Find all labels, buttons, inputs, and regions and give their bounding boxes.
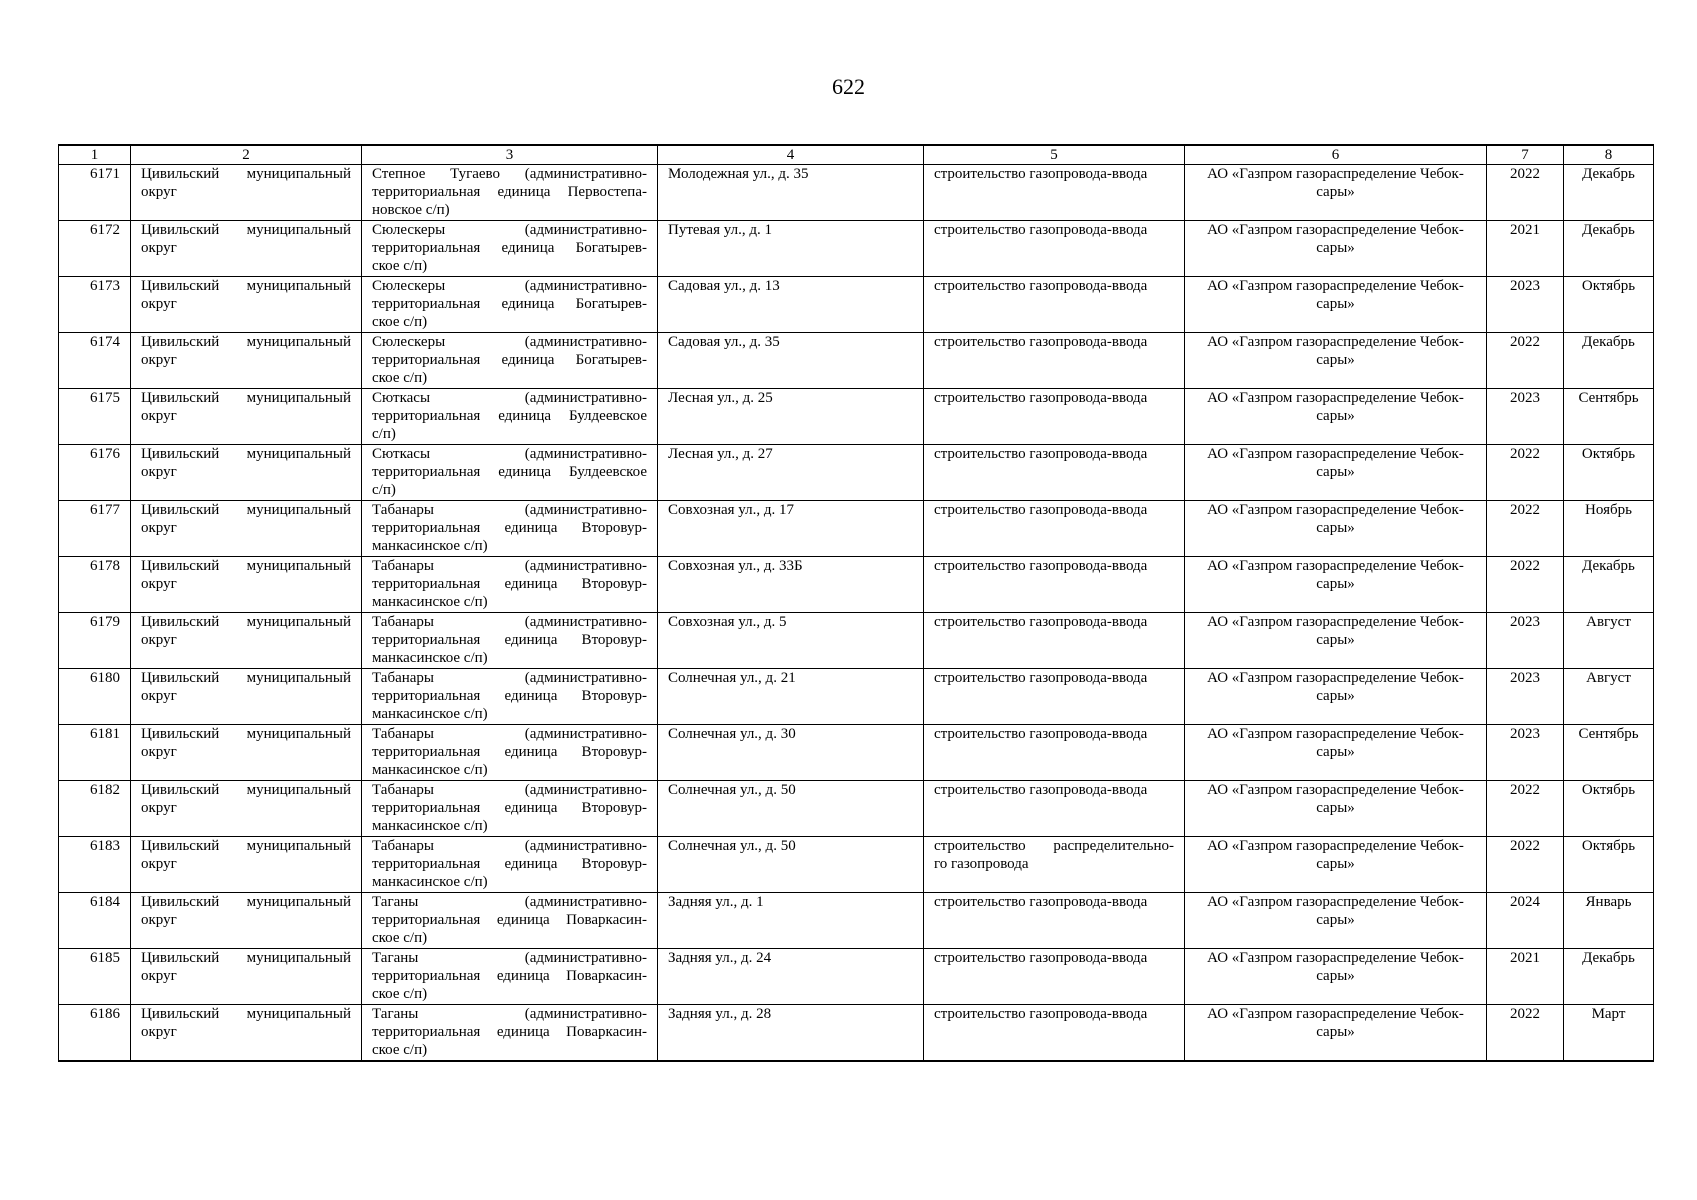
column-header: 1 — [59, 145, 131, 165]
row-number-cell: 6180 — [59, 669, 131, 725]
cell-line: манкасинское с/п) — [372, 706, 488, 722]
cell-line: Табанары (административно- — [372, 782, 647, 798]
cell-line: АО «Газпром газораспределение Чебок- — [1207, 726, 1464, 742]
cell-line: сары» — [1316, 296, 1355, 312]
month-cell: Октябрь — [1564, 277, 1654, 333]
district-cell — [131, 669, 362, 725]
cell-line: территориальная единица Второвур- — [372, 856, 647, 872]
table-row — [59, 557, 1654, 613]
cell-line: округ — [141, 968, 177, 984]
cell-line: территориальная единица Поваркасин- — [372, 912, 647, 928]
cell-line: АО «Газпром газораспределение Чебок- — [1207, 894, 1464, 910]
row-number-cell: 6184 — [59, 893, 131, 949]
cell-line: сары» — [1316, 688, 1355, 704]
cell-line: АО «Газпром газораспределение Чебок- — [1207, 278, 1464, 294]
cell-line: округ — [141, 352, 177, 368]
cell-line: территориальная единица Второвур- — [372, 688, 647, 704]
cell-line: округ — [141, 688, 177, 704]
address-cell: Совхозная ул., д. 17 — [658, 501, 924, 557]
organization-cell — [1185, 221, 1487, 277]
column-header: 5 — [924, 145, 1185, 165]
cell-line: АО «Газпром газораспределение Чебок- — [1207, 950, 1464, 966]
work-type-cell — [924, 613, 1185, 669]
settlement-cell — [362, 165, 658, 221]
cell-line: строительство газопровода-ввода — [934, 670, 1148, 686]
year-cell: 2023 — [1487, 669, 1564, 725]
cell-line: территориальная единица Второвур- — [372, 520, 647, 536]
organization-cell — [1185, 613, 1487, 669]
cell-line: сары» — [1316, 912, 1355, 928]
settlement-cell — [362, 781, 658, 837]
table-row — [59, 445, 1654, 501]
district-cell — [131, 1005, 362, 1062]
settlement-cell — [362, 837, 658, 893]
address-cell: Совхозная ул., д. 5 — [658, 613, 924, 669]
month-cell: Декабрь — [1564, 557, 1654, 613]
settlement-cell — [362, 613, 658, 669]
cell-line: округ — [141, 520, 177, 536]
address-cell: Солнечная ул., д. 21 — [658, 669, 924, 725]
table-row — [59, 837, 1654, 893]
row-number-cell: 6183 — [59, 837, 131, 893]
organization-cell — [1185, 277, 1487, 333]
organization-cell — [1185, 333, 1487, 389]
cell-line: округ — [141, 744, 177, 760]
cell-line: территориальная единица Второвур- — [372, 800, 647, 816]
organization-cell — [1185, 725, 1487, 781]
district-cell — [131, 389, 362, 445]
month-cell: Ноябрь — [1564, 501, 1654, 557]
row-number-cell: 6186 — [59, 1005, 131, 1062]
cell-line: строительство газопровода-ввода — [934, 446, 1148, 462]
year-cell: 2022 — [1487, 165, 1564, 221]
cell-line: округ — [141, 1024, 177, 1040]
cell-line: ское с/п) — [372, 370, 428, 386]
organization-cell — [1185, 165, 1487, 221]
table-row — [59, 781, 1654, 837]
organization-cell — [1185, 893, 1487, 949]
page-number: 622 — [832, 74, 865, 99]
year-cell: 2023 — [1487, 613, 1564, 669]
cell-line: Табанары (административно- — [372, 502, 647, 518]
address-cell: Солнечная ул., д. 50 — [658, 781, 924, 837]
month-cell: Октябрь — [1564, 781, 1654, 837]
table-row — [59, 389, 1654, 445]
cell-line: строительство распределительно- — [934, 838, 1174, 854]
organization-cell — [1185, 1005, 1487, 1062]
cell-line: сары» — [1316, 632, 1355, 648]
row-number-cell: 6177 — [59, 501, 131, 557]
column-header: 3 — [362, 145, 658, 165]
cell-line: территориальная единица Первостепа- — [372, 184, 647, 200]
organization-cell — [1185, 781, 1487, 837]
cell-line: Цивильский муниципальный — [141, 278, 351, 294]
settlement-cell — [362, 389, 658, 445]
cell-line: округ — [141, 800, 177, 816]
cell-line: Табанары (административно- — [372, 614, 647, 630]
cell-line: АО «Газпром газораспределение Чебок- — [1207, 838, 1464, 854]
settlement-cell — [362, 277, 658, 333]
cell-line: АО «Газпром газораспределение Чебок- — [1207, 446, 1464, 462]
address-cell: Садовая ул., д. 35 — [658, 333, 924, 389]
address-cell: Лесная ул., д. 27 — [658, 445, 924, 501]
cell-line: сары» — [1316, 856, 1355, 872]
cell-line: округ — [141, 464, 177, 480]
cell-line: манкасинское с/п) — [372, 650, 488, 666]
cell-line: сары» — [1316, 464, 1355, 480]
row-number-cell: 6175 — [59, 389, 131, 445]
year-cell: 2022 — [1487, 1005, 1564, 1062]
cell-line: строительство газопровода-ввода — [934, 950, 1148, 966]
cell-line: Цивильский муниципальный — [141, 390, 351, 406]
year-cell: 2022 — [1487, 557, 1564, 613]
row-number-cell: 6182 — [59, 781, 131, 837]
cell-line: строительство газопровода-ввода — [934, 782, 1148, 798]
cell-line: строительство газопровода-ввода — [934, 222, 1148, 238]
address-cell: Задняя ул., д. 24 — [658, 949, 924, 1005]
year-cell: 2022 — [1487, 445, 1564, 501]
cell-line: сары» — [1316, 240, 1355, 256]
row-number-cell: 6178 — [59, 557, 131, 613]
organization-cell — [1185, 949, 1487, 1005]
cell-line: Цивильский муниципальный — [141, 614, 351, 630]
column-header: 4 — [658, 145, 924, 165]
cell-line: Цивильский муниципальный — [141, 838, 351, 854]
cell-line: территориальная единица Булдеевское — [372, 464, 647, 480]
cell-line: Таганы (административно- — [372, 950, 647, 966]
work-type-cell — [924, 557, 1185, 613]
cell-line: округ — [141, 296, 177, 312]
cell-line: территориальная единица Поваркасин- — [372, 968, 647, 984]
table-row — [59, 501, 1654, 557]
cell-line: Сюткасы (административно- — [372, 446, 647, 462]
organization-cell — [1185, 501, 1487, 557]
cell-line: Сюлескеры (административно- — [372, 222, 647, 238]
row-number-cell: 6171 — [59, 165, 131, 221]
work-type-cell — [924, 165, 1185, 221]
cell-line: Цивильский муниципальный — [141, 166, 351, 182]
month-cell: Август — [1564, 669, 1654, 725]
district-cell — [131, 781, 362, 837]
cell-line: Цивильский муниципальный — [141, 726, 351, 742]
table-row — [59, 893, 1654, 949]
address-cell: Молодежная ул., д. 35 — [658, 165, 924, 221]
cell-line: территориальная единица Поваркасин- — [372, 1024, 647, 1040]
year-cell: 2021 — [1487, 949, 1564, 1005]
cell-line: ское с/п) — [372, 1042, 428, 1058]
cell-line: АО «Газпром газораспределение Чебок- — [1207, 390, 1464, 406]
work-type-cell — [924, 781, 1185, 837]
address-cell: Совхозная ул., д. 33Б — [658, 557, 924, 613]
month-cell: Октябрь — [1564, 837, 1654, 893]
settlement-cell — [362, 501, 658, 557]
settlement-cell — [362, 221, 658, 277]
settlement-cell — [362, 557, 658, 613]
work-type-cell — [924, 893, 1185, 949]
district-cell — [131, 165, 362, 221]
cell-line: Цивильский муниципальный — [141, 446, 351, 462]
cell-line: округ — [141, 576, 177, 592]
month-cell: Декабрь — [1564, 333, 1654, 389]
cell-line: сары» — [1316, 408, 1355, 424]
cell-line: округ — [141, 240, 177, 256]
cell-line: Сюлескеры (административно- — [372, 334, 647, 350]
cell-line: строительство газопровода-ввода — [934, 502, 1148, 518]
district-cell — [131, 837, 362, 893]
month-cell: Январь — [1564, 893, 1654, 949]
cell-line: округ — [141, 912, 177, 928]
cell-line: строительство газопровода-ввода — [934, 390, 1148, 406]
cell-line: ское с/п) — [372, 986, 428, 1002]
work-type-cell — [924, 445, 1185, 501]
month-cell: Сентябрь — [1564, 389, 1654, 445]
work-type-cell — [924, 501, 1185, 557]
row-number-cell: 6185 — [59, 949, 131, 1005]
month-cell: Декабрь — [1564, 221, 1654, 277]
address-cell: Солнечная ул., д. 30 — [658, 725, 924, 781]
organization-cell — [1185, 389, 1487, 445]
cell-line: АО «Газпром газораспределение Чебок- — [1207, 614, 1464, 630]
address-cell: Солнечная ул., д. 50 — [658, 837, 924, 893]
cell-line: с/п) — [372, 426, 396, 442]
cell-line: Табанары (административно- — [372, 838, 647, 854]
table-row — [59, 221, 1654, 277]
settlement-cell — [362, 893, 658, 949]
settlement-cell — [362, 669, 658, 725]
cell-line: округ — [141, 408, 177, 424]
cell-line: строительство газопровода-ввода — [934, 614, 1148, 630]
cell-line: манкасинское с/п) — [372, 874, 488, 890]
cell-line: сары» — [1316, 800, 1355, 816]
cell-line: АО «Газпром газораспределение Чебок- — [1207, 334, 1464, 350]
year-cell: 2023 — [1487, 277, 1564, 333]
cell-line: Цивильский муниципальный — [141, 334, 351, 350]
address-cell: Путевая ул., д. 1 — [658, 221, 924, 277]
work-type-cell — [924, 333, 1185, 389]
year-cell: 2022 — [1487, 501, 1564, 557]
cell-line: Цивильский муниципальный — [141, 782, 351, 798]
district-cell — [131, 333, 362, 389]
district-cell — [131, 893, 362, 949]
year-cell: 2023 — [1487, 389, 1564, 445]
cell-line: сары» — [1316, 1024, 1355, 1040]
address-cell: Задняя ул., д. 28 — [658, 1005, 924, 1062]
gasification-table — [58, 144, 1654, 1062]
cell-line: АО «Газпром газораспределение Чебок- — [1207, 782, 1464, 798]
cell-line: округ — [141, 856, 177, 872]
work-type-cell — [924, 1005, 1185, 1062]
month-cell: Сентябрь — [1564, 725, 1654, 781]
cell-line: строительство газопровода-ввода — [934, 1006, 1148, 1022]
cell-line: Цивильский муниципальный — [141, 950, 351, 966]
cell-line: Таганы (административно- — [372, 894, 647, 910]
settlement-cell — [362, 333, 658, 389]
cell-line: го газопровода — [934, 856, 1029, 872]
cell-line: округ — [141, 632, 177, 648]
table-row — [59, 277, 1654, 333]
address-cell: Задняя ул., д. 1 — [658, 893, 924, 949]
work-type-cell — [924, 277, 1185, 333]
cell-line: Сюткасы (административно- — [372, 390, 647, 406]
month-cell: Декабрь — [1564, 165, 1654, 221]
settlement-cell — [362, 949, 658, 1005]
cell-line: манкасинское с/п) — [372, 762, 488, 778]
cell-line: ское с/п) — [372, 314, 428, 330]
work-type-cell — [924, 725, 1185, 781]
district-cell — [131, 221, 362, 277]
table-row — [59, 333, 1654, 389]
row-number-cell: 6181 — [59, 725, 131, 781]
work-type-cell — [924, 669, 1185, 725]
cell-line: Степное Тугаево (административно- — [372, 166, 647, 182]
table-row — [59, 165, 1654, 221]
cell-line: Табанары (административно- — [372, 670, 647, 686]
settlement-cell — [362, 445, 658, 501]
year-cell: 2022 — [1487, 837, 1564, 893]
cell-line: АО «Газпром газораспределение Чебок- — [1207, 222, 1464, 238]
district-cell — [131, 445, 362, 501]
district-cell — [131, 277, 362, 333]
cell-line: Цивильский муниципальный — [141, 502, 351, 518]
cell-line: Табанары (административно- — [372, 726, 647, 742]
cell-line: манкасинское с/п) — [372, 594, 488, 610]
cell-line: манкасинское с/п) — [372, 818, 488, 834]
organization-cell — [1185, 837, 1487, 893]
cell-line: строительство газопровода-ввода — [934, 166, 1148, 182]
year-cell: 2022 — [1487, 333, 1564, 389]
table-row — [59, 949, 1654, 1005]
cell-line: АО «Газпром газораспределение Чебок- — [1207, 1006, 1464, 1022]
cell-line: Сюлескеры (административно- — [372, 278, 647, 294]
cell-line: территориальная единица Богатырев- — [372, 352, 647, 368]
year-cell: 2022 — [1487, 781, 1564, 837]
cell-line: сары» — [1316, 744, 1355, 760]
cell-line: территориальная единица Богатырев- — [372, 296, 647, 312]
row-number-cell: 6174 — [59, 333, 131, 389]
cell-line: Цивильский муниципальный — [141, 670, 351, 686]
column-header: 6 — [1185, 145, 1487, 165]
cell-line: строительство газопровода-ввода — [934, 894, 1148, 910]
column-header: 8 — [1564, 145, 1654, 165]
cell-line: сары» — [1316, 184, 1355, 200]
cell-line: территориальная единица Булдеевское — [372, 408, 647, 424]
cell-line: ское с/п) — [372, 930, 428, 946]
year-cell: 2023 — [1487, 725, 1564, 781]
month-cell: Октябрь — [1564, 445, 1654, 501]
cell-line: АО «Газпром газораспределение Чебок- — [1207, 166, 1464, 182]
work-type-cell — [924, 221, 1185, 277]
cell-line: Цивильский муниципальный — [141, 558, 351, 574]
cell-line: с/п) — [372, 482, 396, 498]
year-cell: 2024 — [1487, 893, 1564, 949]
month-cell: Март — [1564, 1005, 1654, 1062]
cell-line: Цивильский муниципальный — [141, 894, 351, 910]
cell-line: строительство газопровода-ввода — [934, 726, 1148, 742]
district-cell — [131, 557, 362, 613]
column-header: 2 — [131, 145, 362, 165]
cell-line: строительство газопровода-ввода — [934, 278, 1148, 294]
organization-cell — [1185, 669, 1487, 725]
cell-line: сары» — [1316, 968, 1355, 984]
month-cell: Август — [1564, 613, 1654, 669]
cell-line: территориальная единица Второвур- — [372, 576, 647, 592]
district-cell — [131, 949, 362, 1005]
cell-line: новское с/п) — [372, 202, 450, 218]
cell-line: манкасинское с/п) — [372, 538, 488, 554]
organization-cell — [1185, 557, 1487, 613]
table-row — [59, 725, 1654, 781]
row-number-cell: 6173 — [59, 277, 131, 333]
table-header-row — [59, 145, 1654, 165]
cell-line: территориальная единица Богатырев- — [372, 240, 647, 256]
row-number-cell: 6179 — [59, 613, 131, 669]
month-cell: Декабрь — [1564, 949, 1654, 1005]
cell-line: Цивильский муниципальный — [141, 1006, 351, 1022]
address-cell: Лесная ул., д. 25 — [658, 389, 924, 445]
cell-line: АО «Газпром газораспределение Чебок- — [1207, 558, 1464, 574]
cell-line: ское с/п) — [372, 258, 428, 274]
cell-line: сары» — [1316, 520, 1355, 536]
work-type-cell — [924, 837, 1185, 893]
cell-line: строительство газопровода-ввода — [934, 558, 1148, 574]
table-row — [59, 613, 1654, 669]
cell-line: округ — [141, 184, 177, 200]
row-number-cell: 6172 — [59, 221, 131, 277]
row-number-cell: 6176 — [59, 445, 131, 501]
cell-line: АО «Газпром газораспределение Чебок- — [1207, 670, 1464, 686]
cell-line: территориальная единица Второвур- — [372, 632, 647, 648]
cell-line: сары» — [1316, 352, 1355, 368]
cell-line: территориальная единица Второвур- — [372, 744, 647, 760]
settlement-cell — [362, 725, 658, 781]
settlement-cell — [362, 1005, 658, 1062]
district-cell — [131, 613, 362, 669]
district-cell — [131, 501, 362, 557]
cell-line: АО «Газпром газораспределение Чебок- — [1207, 502, 1464, 518]
cell-line: Таганы (административно- — [372, 1006, 647, 1022]
work-type-cell — [924, 949, 1185, 1005]
column-header: 7 — [1487, 145, 1564, 165]
cell-line: строительство газопровода-ввода — [934, 334, 1148, 350]
cell-line: сары» — [1316, 576, 1355, 592]
table-row — [59, 1005, 1654, 1062]
work-type-cell — [924, 389, 1185, 445]
district-cell — [131, 725, 362, 781]
table-row — [59, 669, 1654, 725]
year-cell: 2021 — [1487, 221, 1564, 277]
address-cell: Садовая ул., д. 13 — [658, 277, 924, 333]
organization-cell — [1185, 445, 1487, 501]
cell-line: Цивильский муниципальный — [141, 222, 351, 238]
cell-line: Табанары (административно- — [372, 558, 647, 574]
